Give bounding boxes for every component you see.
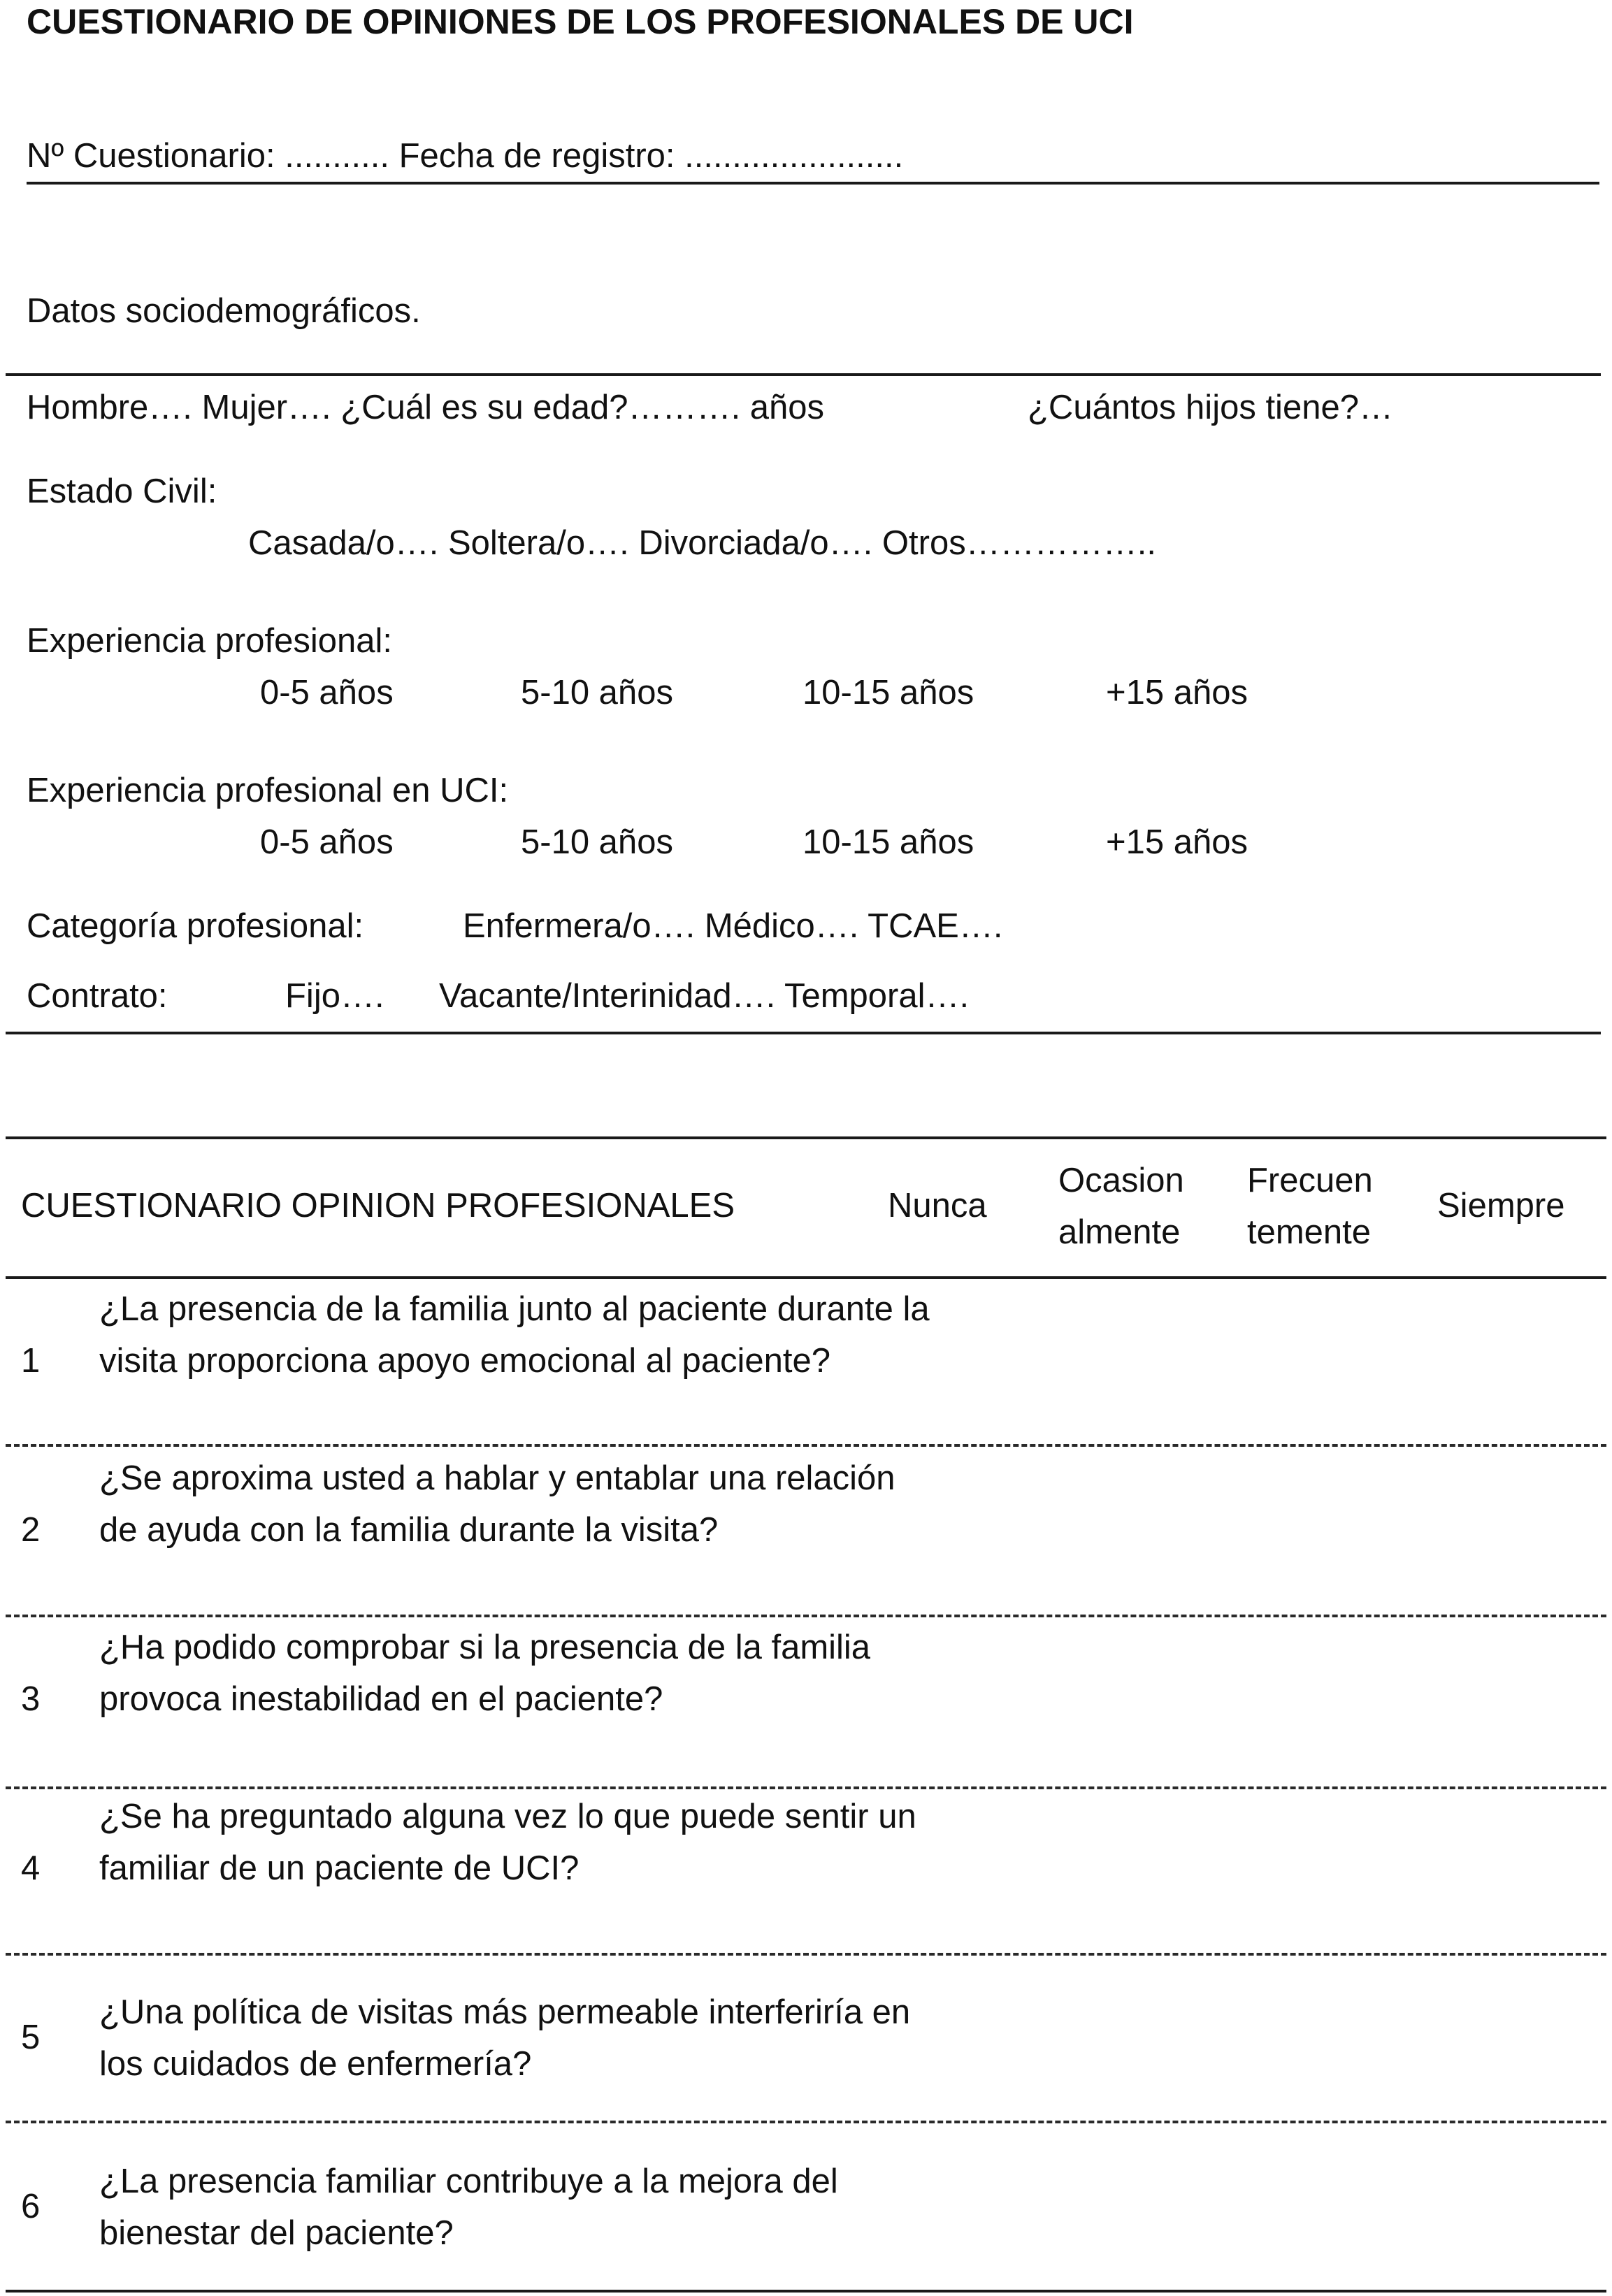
divider	[6, 1032, 1601, 1034]
experience-label: Experiencia profesional:	[27, 622, 392, 660]
row-separator	[6, 1953, 1606, 1956]
category-options: Enfermera/o…. Médico…. TCAE….	[463, 907, 1003, 945]
experience-option: 10-15 años	[803, 674, 974, 712]
experience-uci-option: 5-10 años	[521, 823, 673, 861]
experience-uci-option: 0-5 años	[260, 823, 394, 861]
experience-option: 0-5 años	[260, 674, 394, 712]
row-separator	[6, 1444, 1606, 1447]
questionnaire-number-line: Nº Cuestionario: ........... Fecha de registro: .......................	[27, 137, 904, 175]
question-number: 2	[21, 1511, 41, 1549]
question-number: 1	[21, 1342, 41, 1380]
table-header-title: CUESTIONARIO OPINION PROFESIONALES	[21, 1187, 735, 1225]
column-header-nunca: Nunca	[888, 1187, 987, 1225]
category-label: Categoría profesional:	[27, 907, 364, 945]
sex-age-line: Hombre…. Mujer…. ¿Cuál es su edad?………. años	[27, 389, 825, 426]
divider	[6, 373, 1601, 376]
question-text: ¿La presencia familiar contribuye a la mejora del bienestar del paciente?	[99, 2163, 838, 2252]
column-header-siempre: Siempre	[1437, 1187, 1565, 1225]
question-text: ¿Se aproxima usted a hablar y entablar una relación de ayuda con la familia durante la visita?	[99, 1459, 895, 1549]
experience-option: 5-10 años	[521, 674, 673, 712]
page-title: CUESTIONARIO DE OPINIONES DE LOS PROFESIONALES DE UCI	[27, 2, 1134, 41]
question-text: ¿Se ha preguntado alguna vez lo que puede sentir un familiar de un paciente de UCI?	[99, 1798, 916, 1887]
question-text: ¿La presencia de la familia junto al paciente durante la visita proporciona apoyo emocional al paciente?	[99, 1290, 930, 1380]
experience-uci-option: 10-15 años	[803, 823, 974, 861]
column-header-frecuentemente: temente	[1247, 1213, 1372, 1251]
contract-label: Contrato:	[27, 977, 168, 1015]
section-title-socio: Datos sociodemográficos.	[27, 292, 421, 330]
question-number: 6	[21, 2188, 41, 2225]
children-question: ¿Cuántos hijos tiene?…	[1028, 389, 1393, 426]
question-text: ¿Una política de visitas más permeable interferiría en los cuidados de enfermería?	[99, 1993, 911, 2083]
experience-uci-option: +15 años	[1106, 823, 1248, 861]
civil-status-label: Estado Civil:	[27, 472, 217, 510]
contract-options: Vacante/Interinidad…. Temporal….	[439, 977, 970, 1015]
row-separator	[6, 1786, 1606, 1789]
table-top-border	[6, 1136, 1606, 1139]
row-separator	[6, 2121, 1606, 2123]
experience-option: +15 años	[1106, 674, 1248, 712]
row-separator	[6, 1615, 1606, 1617]
column-header-frecuentemente: Frecuen	[1247, 1162, 1373, 1199]
divider	[27, 182, 1599, 185]
question-text: ¿Ha podido comprobar si la presencia de la familia provoca inestabilidad en el paciente?	[99, 1629, 871, 1718]
question-number: 3	[21, 1680, 41, 1718]
civil-status-options: Casada/o…. Soltera/o…. Divorciada/o…. Otros……………..	[248, 524, 1156, 562]
column-header-ocasionalmente: Ocasion	[1058, 1162, 1184, 1199]
contract-fijo: Fijo….	[285, 977, 384, 1015]
column-header-ocasionalmente: almente	[1058, 1213, 1181, 1251]
question-number: 5	[21, 2019, 41, 2056]
table-header-border	[6, 1276, 1606, 1279]
table-bottom-border	[6, 2290, 1606, 2293]
experience-uci-label: Experiencia profesional en UCI:	[27, 772, 509, 809]
question-number: 4	[21, 1849, 41, 1887]
